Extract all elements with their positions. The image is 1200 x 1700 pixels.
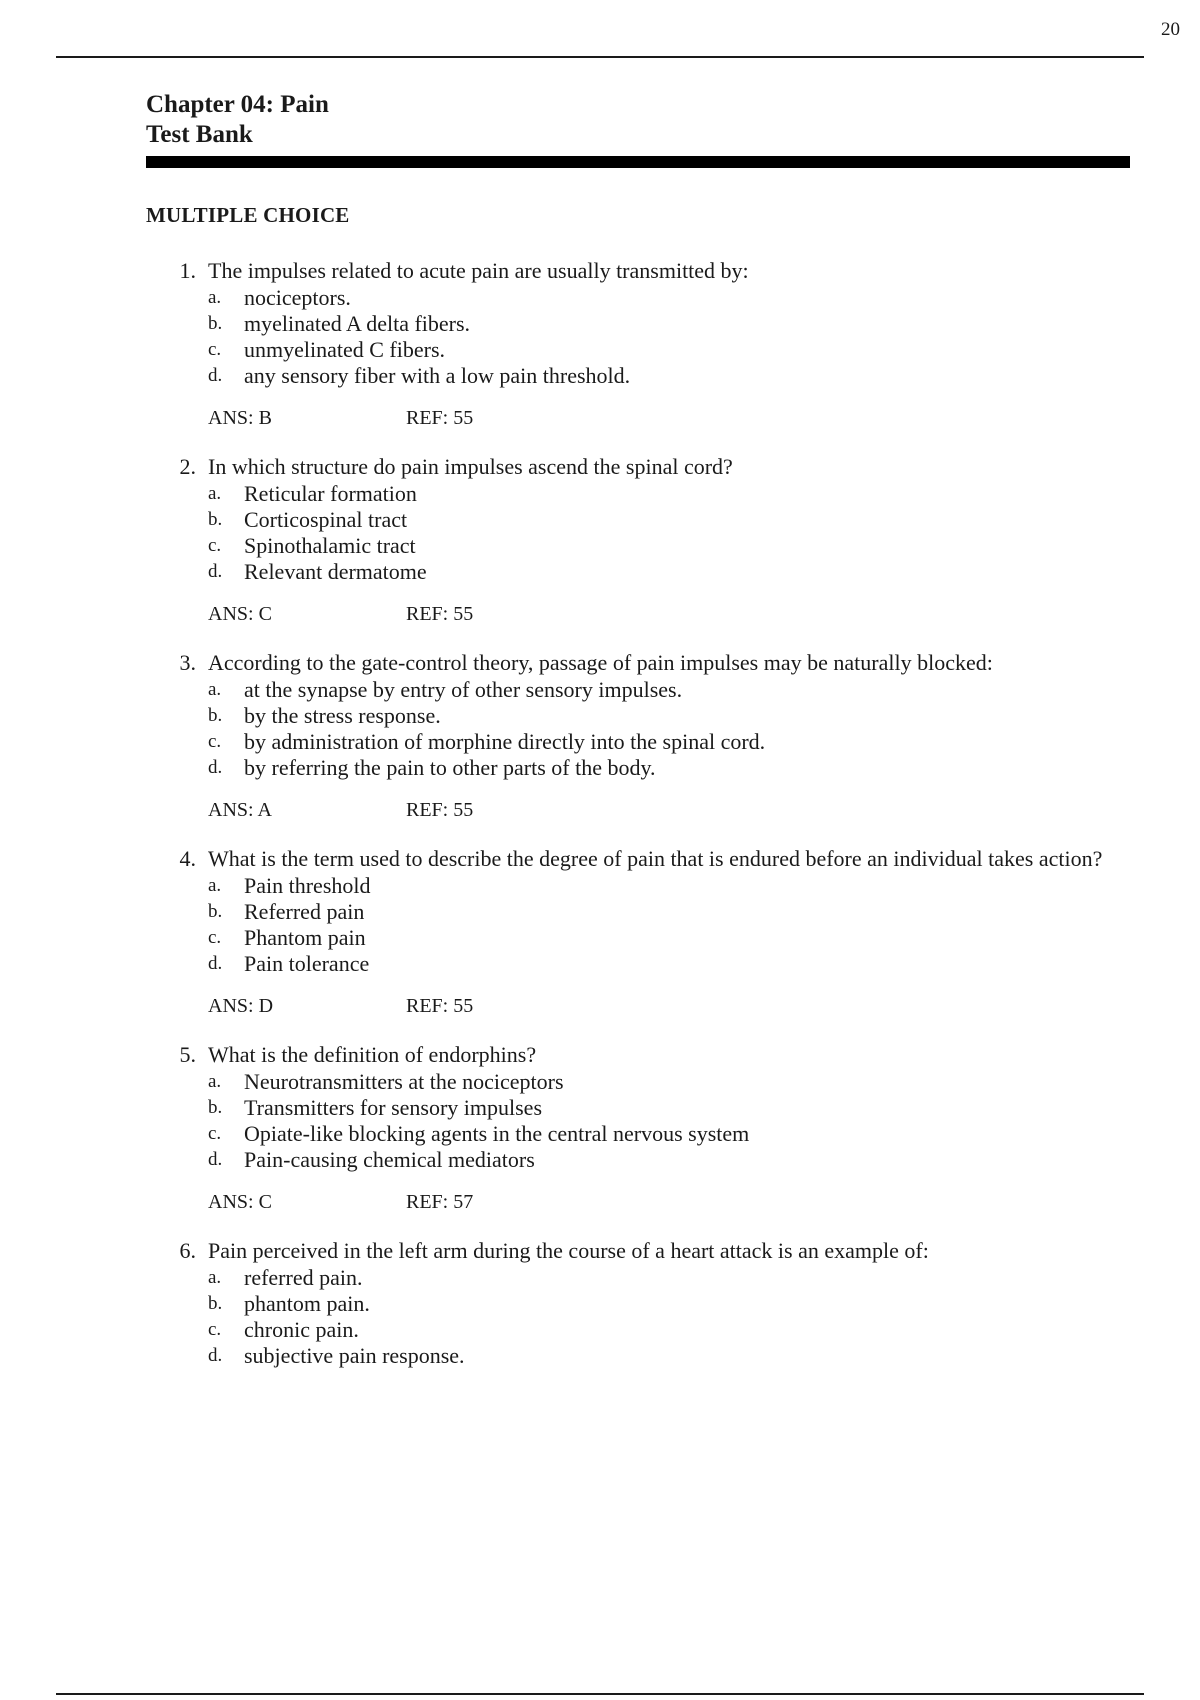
question-stem bbox=[146, 453, 1146, 481]
choice-letter: a. bbox=[208, 1071, 222, 1092]
choice-letter: c. bbox=[208, 927, 222, 948]
question-number: 6. bbox=[179, 1238, 196, 1263]
page-reference: REF: 55 bbox=[406, 799, 474, 821]
choice-letter: d. bbox=[208, 757, 223, 778]
choice-letter: d. bbox=[208, 953, 223, 974]
answer-key: ANS: B bbox=[208, 407, 272, 429]
choice-letter: b. bbox=[208, 1097, 223, 1118]
question-stem bbox=[146, 1237, 1146, 1265]
choice-text: nociceptors. bbox=[244, 285, 351, 310]
answer-row bbox=[208, 405, 1146, 431]
question-text: What is the definition of endorphins? bbox=[208, 1042, 537, 1067]
choice-text: Opiate-like blocking agents in the central nervous system bbox=[244, 1121, 750, 1146]
choice-item bbox=[208, 363, 1146, 389]
question-list bbox=[146, 257, 1146, 1391]
choice-item bbox=[208, 1147, 1146, 1173]
question-stem bbox=[146, 649, 1146, 677]
bottom-rule bbox=[56, 1693, 1144, 1695]
question-number: 1. bbox=[179, 258, 196, 283]
choice-text: Pain threshold bbox=[244, 873, 371, 898]
question-block bbox=[146, 649, 1146, 823]
choice-text: myelinated A delta fibers. bbox=[244, 311, 471, 336]
choice-item bbox=[208, 703, 1146, 729]
answer-key: ANS: C bbox=[208, 1191, 272, 1213]
choice-item bbox=[208, 1343, 1146, 1369]
choice-text: Phantom pain bbox=[244, 925, 366, 950]
choice-text: by administration of morphine directly into the spinal cord. bbox=[244, 729, 766, 754]
choice-item bbox=[208, 677, 1146, 703]
question-text: What is the term used to describe the degree of pain that is endured before an individual takes action? bbox=[208, 846, 1103, 871]
choice-text: Reticular formation bbox=[244, 481, 417, 506]
choice-letter: c. bbox=[208, 731, 222, 752]
choice-letter: d. bbox=[208, 1345, 223, 1366]
choice-item bbox=[208, 1121, 1146, 1147]
answer-row bbox=[208, 601, 1146, 627]
question-text: Pain perceived in the left arm during the course of a heart attack is an example of: bbox=[208, 1238, 929, 1263]
choice-text: any sensory fiber with a low pain threshold. bbox=[244, 363, 631, 388]
answer-key: ANS: C bbox=[208, 603, 272, 625]
choice-item bbox=[208, 533, 1146, 559]
choice-letter: c. bbox=[208, 1123, 222, 1144]
answer-key: ANS: A bbox=[208, 799, 272, 821]
question-number: 2. bbox=[179, 454, 196, 479]
choice-letter: d. bbox=[208, 1149, 223, 1170]
choice-list bbox=[146, 677, 1146, 781]
choice-item bbox=[208, 729, 1146, 755]
question-text: The impulses related to acute pain are usually transmitted by: bbox=[208, 258, 749, 283]
answer-row bbox=[208, 993, 1146, 1019]
choice-text: chronic pain. bbox=[244, 1317, 359, 1342]
choice-item bbox=[208, 311, 1146, 337]
question-stem bbox=[146, 257, 1146, 285]
choice-text: by the stress response. bbox=[244, 703, 441, 728]
question-stem bbox=[146, 845, 1146, 873]
choice-item bbox=[208, 285, 1146, 311]
choice-item bbox=[208, 1265, 1146, 1291]
choice-letter: d. bbox=[208, 561, 223, 582]
question-block bbox=[146, 453, 1146, 627]
question-block bbox=[146, 1237, 1146, 1369]
answer-key: ANS: D bbox=[208, 995, 274, 1017]
choice-item bbox=[208, 1317, 1146, 1343]
choice-list bbox=[146, 285, 1146, 389]
choice-letter: a. bbox=[208, 875, 222, 896]
choice-item bbox=[208, 1291, 1146, 1317]
choice-item bbox=[208, 1095, 1146, 1121]
choice-letter: b. bbox=[208, 901, 223, 922]
choice-letter: c. bbox=[208, 339, 222, 360]
page-reference: REF: 55 bbox=[406, 603, 474, 625]
question-text: In which structure do pain impulses ascend the spinal cord? bbox=[208, 454, 733, 479]
choice-text: Neurotransmitters at the nociceptors bbox=[244, 1069, 564, 1094]
choice-text: unmyelinated C fibers. bbox=[244, 337, 446, 362]
choice-item bbox=[208, 951, 1146, 977]
test-bank-subtitle: Test Bank bbox=[146, 121, 253, 148]
question-block bbox=[146, 257, 1146, 431]
page-reference: REF: 55 bbox=[406, 407, 474, 429]
choice-list bbox=[146, 1265, 1146, 1369]
answer-row bbox=[208, 1189, 1146, 1215]
question-block bbox=[146, 845, 1146, 1019]
choice-item bbox=[208, 337, 1146, 363]
page-reference: REF: 55 bbox=[406, 995, 474, 1017]
choice-text: Transmitters for sensory impulses bbox=[244, 1095, 543, 1120]
choice-letter: d. bbox=[208, 365, 223, 386]
question-text: According to the gate-control theory, passage of pain impulses may be naturally blocked: bbox=[208, 650, 993, 675]
choice-text: by referring the pain to other parts of the body. bbox=[244, 755, 656, 780]
choice-letter: b. bbox=[208, 509, 223, 530]
choice-text: at the synapse by entry of other sensory impulses. bbox=[244, 677, 683, 702]
choice-letter: c. bbox=[208, 1319, 222, 1340]
choice-text: Pain tolerance bbox=[244, 951, 370, 976]
choice-item bbox=[208, 925, 1146, 951]
choice-item bbox=[208, 1069, 1146, 1095]
question-number: 4. bbox=[179, 846, 196, 871]
choice-letter: a. bbox=[208, 483, 222, 504]
choice-letter: a. bbox=[208, 679, 222, 700]
choice-list bbox=[146, 873, 1146, 977]
choice-letter: c. bbox=[208, 535, 222, 556]
question-number: 3. bbox=[179, 650, 196, 675]
choice-letter: a. bbox=[208, 287, 222, 308]
chapter-title: Chapter 04: Pain bbox=[146, 91, 329, 118]
top-rule bbox=[56, 56, 1144, 58]
choice-text: phantom pain. bbox=[244, 1291, 370, 1316]
choice-item bbox=[208, 899, 1146, 925]
choice-list bbox=[146, 481, 1146, 585]
choice-text: referred pain. bbox=[244, 1265, 363, 1290]
header-rule bbox=[146, 156, 1130, 168]
choice-text: Spinothalamic tract bbox=[244, 533, 416, 558]
choice-letter: a. bbox=[208, 1267, 222, 1288]
choice-text: Pain-causing chemical mediators bbox=[244, 1147, 535, 1172]
answer-row bbox=[208, 797, 1146, 823]
choice-item bbox=[208, 873, 1146, 899]
page-reference: REF: 57 bbox=[406, 1191, 474, 1213]
page-number: 20 bbox=[1161, 19, 1180, 40]
section-heading: MULTIPLE CHOICE bbox=[146, 203, 350, 227]
question-stem bbox=[146, 1041, 1146, 1069]
choice-item bbox=[208, 507, 1146, 533]
question-number: 5. bbox=[179, 1042, 196, 1067]
choice-text: Relevant dermatome bbox=[244, 559, 427, 584]
choice-text: Referred pain bbox=[244, 899, 365, 924]
choice-item bbox=[208, 559, 1146, 585]
question-block bbox=[146, 1041, 1146, 1215]
choice-text: Corticospinal tract bbox=[244, 507, 408, 532]
choice-text: subjective pain response. bbox=[244, 1343, 465, 1368]
choice-letter: b. bbox=[208, 313, 223, 334]
choice-list bbox=[146, 1069, 1146, 1173]
chapter-header bbox=[146, 90, 1130, 168]
choice-item bbox=[208, 481, 1146, 507]
choice-item bbox=[208, 755, 1146, 781]
choice-letter: b. bbox=[208, 705, 223, 726]
choice-letter: b. bbox=[208, 1293, 223, 1314]
